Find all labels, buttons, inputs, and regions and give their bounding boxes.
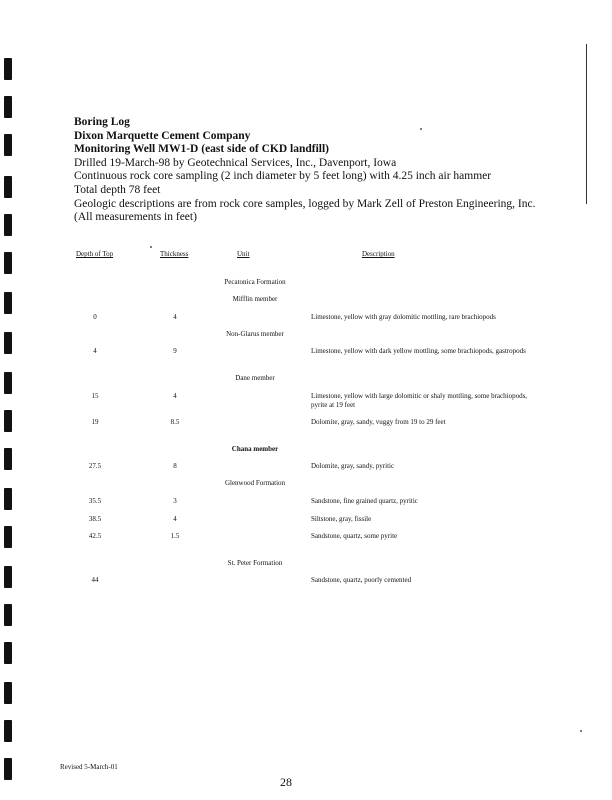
well-name: Monitoring Well MW1-D (east side of CKD landfill) <box>74 143 330 156</box>
table-cell-thickness: 8.5 <box>170 418 180 426</box>
title-boring-log: Boring Log <box>74 116 130 128</box>
column-header-unit: Unit <box>237 250 250 258</box>
drilled-line: Drilled 19-March-98 by Geotechnical Services, Inc., Davenport, Iowa <box>74 156 397 169</box>
revision-note: Revised 5-March-01 <box>60 763 118 771</box>
table-cell-depth: 15 <box>91 392 99 400</box>
scan-speck <box>150 246 152 248</box>
scan-speck <box>420 128 422 130</box>
unit-heading: St. Peter Formation <box>227 559 283 567</box>
table-cell-thickness: 4 <box>173 313 177 321</box>
table-cell-description: Sandstone, fine grained quartz, pyritic <box>311 497 418 505</box>
table-cell-thickness: 8 <box>173 462 177 470</box>
unit-heading: Glenwood Formation <box>224 479 286 487</box>
unit-heading: Pecatonica Formation <box>224 278 286 286</box>
descriptions-note: Geologic descriptions are from rock core samples, logged by Mark Zell of Preston Engineering, Inc. (All measurements in feet) <box>74 197 536 224</box>
table-cell-thickness: 4 <box>173 515 177 523</box>
table-cell-description: Limestone, yellow with gray dolomitic mottling, rare brachiopods <box>311 313 496 321</box>
table-cell-depth: 0 <box>93 313 97 321</box>
table-cell-description: Limestone, yellow with large dolomitic or shaly mottling, some brachiopods, pyrite at 19 feet <box>311 392 528 409</box>
unit-heading: Mifflin member <box>232 295 278 303</box>
column-header-thickness: Thickness <box>160 250 189 258</box>
table-cell-thickness: 9 <box>173 347 177 355</box>
table-cell-depth: 44 <box>91 576 99 584</box>
table-cell-description: Dolomite, gray, sandy, pyritic <box>311 462 395 470</box>
table-cell-description: Dolomite, gray, sandy, vuggy from 19 to 29 feet <box>311 418 446 426</box>
total-depth-line: Total depth 78 feet <box>74 183 161 196</box>
unit-heading: Non-Glarus member <box>226 330 284 338</box>
table-cell-thickness: 1.5 <box>170 532 180 540</box>
table-cell-depth: 35.5 <box>88 497 102 505</box>
table-cell-thickness: 4 <box>173 392 177 400</box>
column-header-description: Description <box>362 250 395 258</box>
table-cell-depth: 42.5 <box>88 532 102 540</box>
page-number: 28 <box>280 775 292 789</box>
sampling-line: Continuous rock core sampling (2 inch diameter by 5 feet long) with 4.25 inch air hammer <box>74 170 492 183</box>
column-header-depth: Depth of Top <box>76 250 114 258</box>
table-cell-depth: 4 <box>93 347 97 355</box>
unit-heading: Chana member <box>231 445 279 453</box>
unit-heading: Dane member <box>235 374 275 382</box>
table-cell-description: Siltstone, gray, fissile <box>311 515 372 523</box>
table-cell-description: Limestone, yellow with dark yellow mottling, some brachiopods, gastropods <box>311 347 526 355</box>
scan-speck <box>580 730 582 732</box>
company-name: Dixon Marquette Cement Company <box>74 129 251 142</box>
table-cell-description: Sandstone, quartz, poorly cemented <box>311 576 412 584</box>
table-cell-thickness: 3 <box>173 497 177 505</box>
table-cell-depth: 38.5 <box>88 515 102 523</box>
table-cell-depth: 27.5 <box>88 462 102 470</box>
table-cell-depth: 19 <box>91 418 99 426</box>
table-cell-description: Sandstone, quartz, some pyrite <box>311 532 398 540</box>
